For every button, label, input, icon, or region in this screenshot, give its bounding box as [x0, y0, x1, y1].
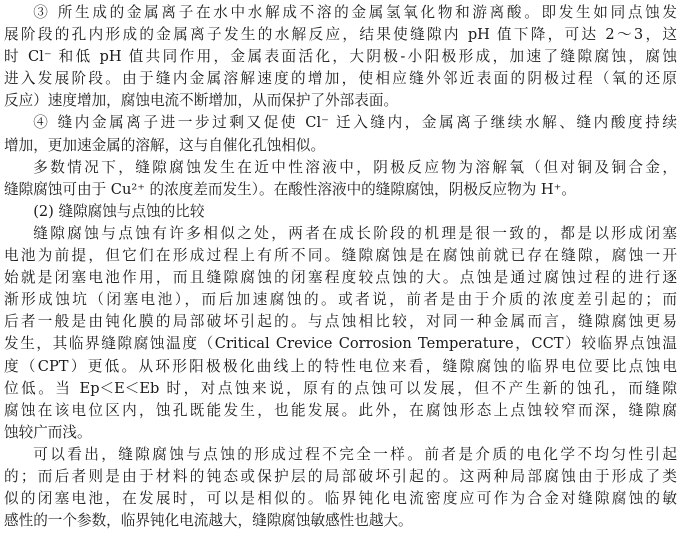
paragraph-compare-line-1: 缝隙腐蚀与点蚀有许多相似之处，两者在成长阶段的机理是很一致的，都是以形成闭塞 — [33, 224, 677, 242]
paragraph-3-line-1: ③ 所生成的金属离子在水中水解成不溶的金属氢氧化物和游离酸。即发生如同点蚀发 — [33, 4, 677, 21]
paragraph-4-line-1: ④ 缝内金属离子进一步过剩又促使 Cl⁻ 迁入缝内，金属离子继续水解、缝内酸度持续 — [33, 114, 677, 132]
paragraph-compare-line-7: 度（CPT）更低。从环形阳极极化曲线上的特性电位来看，缝隙腐蚀的临界电位要比点蚀电 — [4, 357, 677, 375]
paragraph-summary-line-1: 可以看出，缝隙腐蚀与点蚀的形成过程不完全一样。前者是介质的电化学不均匀性引起 — [33, 445, 677, 463]
paragraph-cathode-line-1: 多数情况下，缝隙腐蚀发生在近中性溶液中，阴极反应物为溶解氧（但对铜及铜合金， — [33, 158, 677, 176]
paragraph-compare-line-3: 始就是闭塞电池作用，而且缝隙腐蚀的闭塞程度较点蚀的大。点蚀是通过腐蚀过程的进行逐 — [4, 269, 677, 287]
paragraph-summary-line-4: 感性的一个参数，临界钝化电流越大，缝隙腐蚀敏感性也越大。 — [4, 512, 413, 530]
paragraph-compare-line-5: 后者一般是由钝化膜的局部破坏引起的。与点蚀相比较，对同一种金属而言，缝隙腐蚀更易 — [4, 313, 677, 331]
paragraph-3-line-4: 进入发展阶段。由于缝内金属溶解速度的增加，使相应缝外邻近表面的阴极过程（氧的还原 — [4, 70, 677, 88]
paragraph-4-line-2: 增加，更加速金属的溶解，这与自催化孔蚀相似。 — [4, 136, 326, 154]
paragraph-3-line-2: 展阶段的孔内形成的金属离子发生的水解反应，结果使缝隙内 pH 值下降，可达 2～3，这 — [4, 26, 677, 44]
paragraph-3-line-3: 时 Cl⁻ 和低 pH 值共同作用，金属表面活化，大阴极-小阳极形成，加速了缝隙腐蚀，腐蚀 — [4, 48, 677, 66]
paragraph-compare-line-10: 蚀较广而浅。 — [4, 423, 92, 441]
paragraph-compare-line-6: 发生，其临界缝隙腐蚀温度（Critical Crevice Corrosion Temperature，CCT）较临界点蚀温 — [4, 335, 677, 353]
paragraph-summary-line-3: 似的闭塞电池，在发展时，可以是相似的。临界钝化电流密度应可作为合金对缝隙腐蚀的敏 — [4, 490, 677, 508]
paragraph-3-line-5: 反应）速度增加，腐蚀电流不断增加，从而保护了外部表面。 — [4, 92, 399, 110]
paragraph-compare-line-9: 腐蚀在该电位区内，蚀孔既能发生，也能发展。此外，在腐蚀形态上点蚀较窄而深，缝隙腐 — [4, 401, 677, 419]
paragraph-compare-line-2: 电池为前提，但它们在形成过程上有所不同。缝隙腐蚀是在腐蚀前就已存在缝隙，腐蚀一开 — [4, 247, 677, 265]
paragraph-summary-line-2: 的；而后者则是由于材料的钝态或保护层的局部破坏引起的。这两种局部腐蚀由于形成了类 — [4, 467, 677, 485]
paragraph-cathode-line-2: 缝隙腐蚀可由于 Cu²⁺ 的浓度差而发生）。在酸性溶液中的缝隙腐蚀，阴极反应物为 H⁺。 — [4, 180, 576, 198]
paragraph-compare-line-8: 位低。当 Ep＜E＜Eb 时，对点蚀来说，原有的点蚀可以发展，但不产生新的蚀孔，而缝隙 — [4, 379, 677, 397]
section-heading: (2) 缝隙腐蚀与点蚀的比较 — [33, 202, 205, 220]
paragraph-compare-line-4: 渐形成蚀坑（闭塞电池），而后加速腐蚀的。或者说，前者是由于介质的浓度差引起的；而 — [4, 291, 677, 309]
